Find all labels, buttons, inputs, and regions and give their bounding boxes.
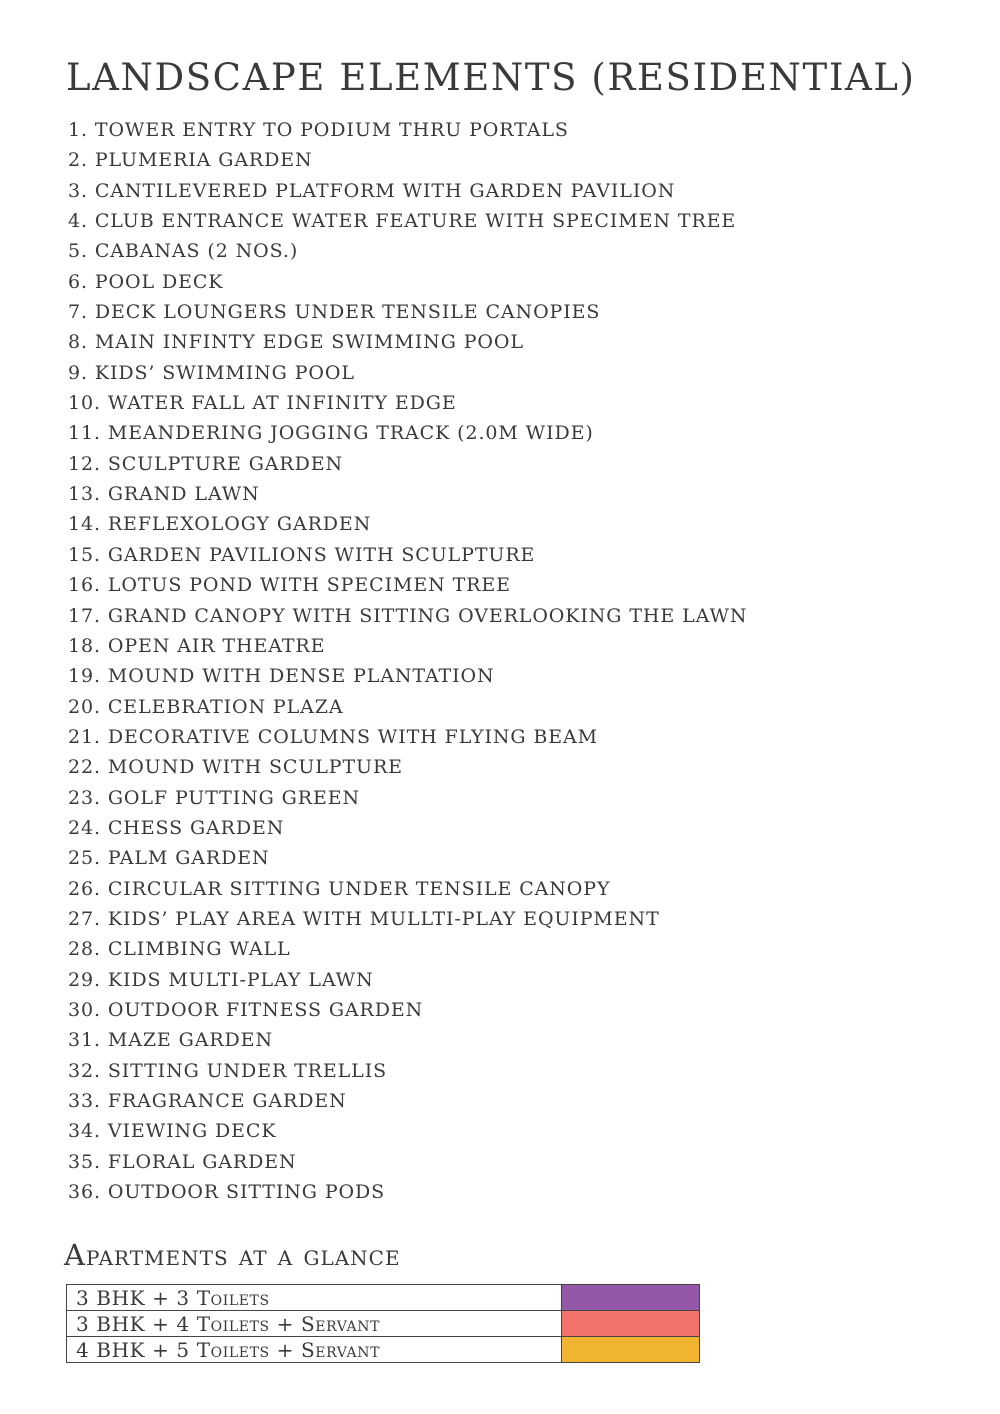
landscape-element-item: 26. CIRCULAR SITTING UNDER TENSILE CANOPY bbox=[68, 877, 611, 900]
landscape-element-item: 6. POOL DECK bbox=[68, 270, 224, 293]
landscape-element-item: 14. REFLEXOLOGY GARDEN bbox=[68, 513, 372, 536]
landscape-element-item: 23. GOLF PUTTING GREEN bbox=[68, 786, 361, 809]
apartment-row bbox=[67, 1285, 700, 1311]
landscape-element-item: 5. CABANAS (2 NOS.) bbox=[68, 240, 299, 263]
apartment-type-label: 4 BHK + 5 Toilets + Servant bbox=[67, 1337, 562, 1363]
landscape-element-item: 21. DECORATIVE COLUMNS WITH FLYING BEAM bbox=[68, 725, 599, 748]
apartment-color-swatch bbox=[562, 1337, 700, 1363]
landscape-element-item: 31. MAZE GARDEN bbox=[68, 1029, 273, 1052]
landscape-element-item: 18. OPEN AIR THEATRE bbox=[68, 634, 326, 657]
landscape-element-item: 35. FLORAL GARDEN bbox=[68, 1150, 297, 1173]
page-title: LANDSCAPE ELEMENTS (RESIDENTIAL) bbox=[66, 56, 916, 99]
landscape-element-item: 36. OUTDOOR SITTING PODS bbox=[68, 1181, 386, 1204]
apartments-section-title: Apartments at a glance bbox=[64, 1238, 401, 1272]
landscape-element-item: 27. KIDS’ PLAY AREA WITH MULLTI-PLAY EQUIPMENT bbox=[68, 907, 660, 930]
landscape-element-item: 25. PALM GARDEN bbox=[68, 847, 270, 870]
landscape-element-item: 28. CLIMBING WALL bbox=[68, 938, 291, 961]
landscape-element-item: 22. MOUND WITH SCULPTURE bbox=[68, 756, 403, 779]
landscape-element-item: 7. DECK LOUNGERS UNDER TENSILE CANOPIES bbox=[68, 301, 601, 324]
landscape-elements-list bbox=[68, 115, 747, 1207]
apartment-type-label: 3 BHK + 3 Toilets bbox=[67, 1285, 562, 1311]
landscape-element-item: 10. WATER FALL AT INFINITY EDGE bbox=[68, 392, 457, 415]
apartment-color-swatch bbox=[562, 1311, 700, 1337]
landscape-element-item: 9. KIDS’ SWIMMING POOL bbox=[68, 361, 355, 384]
apartment-color-swatch bbox=[562, 1285, 700, 1311]
apartment-row bbox=[67, 1337, 700, 1363]
landscape-element-item: 33. FRAGRANCE GARDEN bbox=[68, 1090, 347, 1112]
landscape-element-item: 32. SITTING UNDER TRELLIS bbox=[68, 1059, 388, 1082]
landscape-element-item: 1. TOWER ENTRY TO PODIUM THRU PORTALS bbox=[68, 119, 569, 141]
landscape-element-item: 29. KIDS MULTI-PLAY LAWN bbox=[68, 968, 374, 991]
landscape-element-item: 3. CANTILEVERED PLATFORM WITH GARDEN PAVILION bbox=[68, 179, 676, 202]
landscape-element-item: 24. CHESS GARDEN bbox=[68, 816, 285, 839]
landscape-element-item: 2. PLUMERIA GARDEN bbox=[68, 149, 313, 172]
apartment-type-label: 3 BHK + 4 Toilets + Servant bbox=[67, 1311, 562, 1337]
landscape-element-item: 11. MEANDERING JOGGING TRACK (2.0M WIDE) bbox=[68, 422, 594, 445]
landscape-element-item: 15. GARDEN PAVILIONS WITH SCULPTURE bbox=[68, 543, 536, 566]
landscape-element-item: 16. LOTUS POND WITH SPECIMEN TREE bbox=[68, 574, 511, 597]
landscape-element-item: 20. CELEBRATION PLAZA bbox=[68, 695, 344, 718]
landscape-element-item: 19. MOUND WITH DENSE PLANTATION bbox=[68, 665, 495, 688]
landscape-element-item: 4. CLUB ENTRANCE WATER FEATURE WITH SPECIMEN TREE bbox=[68, 210, 737, 233]
landscape-element-item: 34. VIEWING DECK bbox=[68, 1120, 277, 1143]
apartment-row bbox=[67, 1311, 700, 1337]
landscape-element-item: 8. MAIN INFINTY EDGE SWIMMING POOL bbox=[68, 331, 524, 354]
landscape-element-item: 30. OUTDOOR FITNESS GARDEN bbox=[68, 998, 424, 1021]
landscape-element-item: 13. GRAND LAWN bbox=[68, 483, 260, 506]
landscape-element-item: 12. SCULPTURE GARDEN bbox=[68, 452, 344, 475]
apartments-table bbox=[66, 1284, 700, 1363]
landscape-element-item: 17. GRAND CANOPY WITH SITTING OVERLOOKING THE LAWN bbox=[68, 604, 748, 627]
